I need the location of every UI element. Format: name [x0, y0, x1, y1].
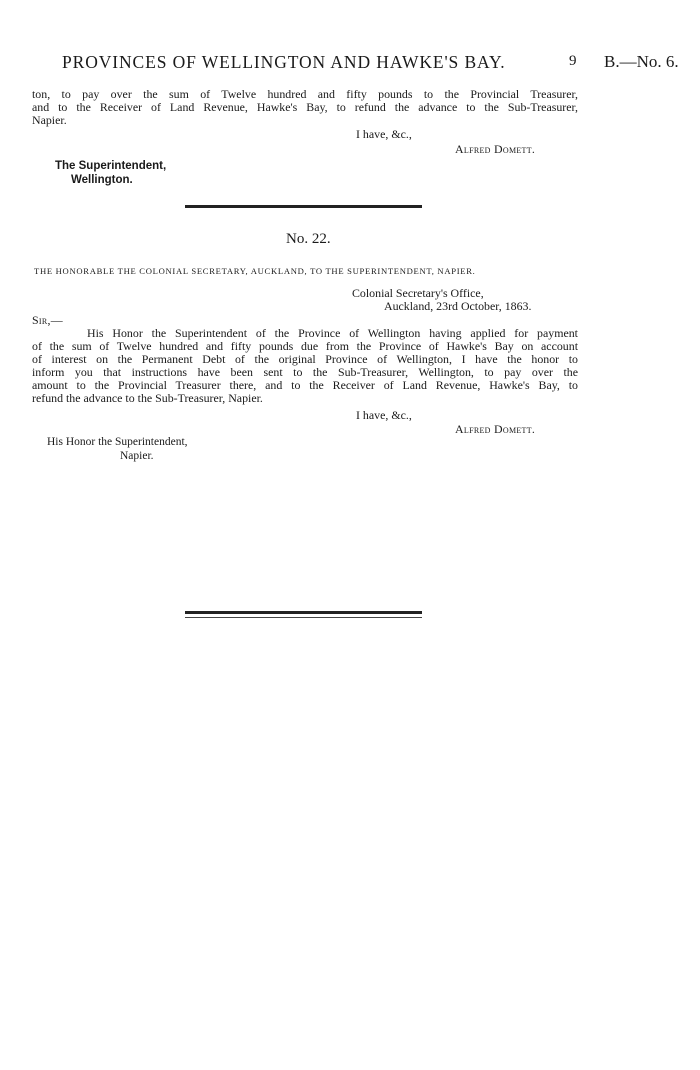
previous-letter-closing: I have, &c.,: [356, 127, 412, 141]
body-line: Napier.: [32, 113, 67, 127]
letter-number: No. 22.: [286, 231, 331, 247]
letter-signature: Alfred Domett.: [455, 422, 536, 436]
body-line: of interest on the Permanent Debt of the original Province of Wellington, I have the honor to: [32, 352, 578, 366]
end-divider: [185, 611, 422, 614]
section-divider: [185, 205, 422, 208]
previous-letter-addressee: The Superintendent,: [55, 160, 167, 172]
letter-heading: THE HONORABLE THE COLONIAL SECRETARY, AUCKLAND, TO THE SUPERINTENDENT, NAPIER.: [34, 266, 476, 276]
page-number: 9: [569, 53, 577, 69]
end-divider-thin: [185, 617, 422, 618]
letter-addressee-place: Napier.: [120, 450, 154, 462]
previous-letter-body: [32, 88, 578, 127]
body-line: and to the Receiver of Land Revenue, Hawke's Bay, to refund the advance to the Sub-Treasurer,: [32, 100, 578, 114]
body-line: of the sum of Twelve hundred and fifty pounds due from the Province of Hawke's Bay on account: [32, 339, 578, 353]
document-reference: B.—No. 6.: [604, 52, 679, 71]
salutation: Sir,—: [32, 313, 63, 327]
letter-body: [32, 327, 578, 405]
page-header-title: PROVINCES OF WELLINGTON AND HAWKE'S BAY.: [62, 52, 506, 72]
body-line: refund the advance to the Sub-Treasurer, Napier.: [32, 391, 263, 405]
body-line: ton, to pay over the sum of Twelve hundred and fifty pounds to the Provincial Treasurer,: [32, 87, 578, 101]
body-line: amount to the Provincial Treasurer there, and to the Receiver of Land Revenue, Hawke's Bay, to: [32, 378, 578, 392]
previous-letter-addressee-place: Wellington.: [71, 174, 133, 186]
body-line: inform you that instructions have been sent to the Sub-Treasurer, Wellington, to pay over the: [32, 365, 578, 379]
body-line: His Honor the Superintendent of the Province of Wellington having applied for payment: [87, 326, 578, 340]
letter-addressee: His Honor the Superintendent,: [47, 436, 188, 448]
previous-letter-signature: Alfred Domett.: [455, 142, 536, 156]
letter-date: Auckland, 23rd October, 1863.: [384, 299, 532, 313]
sender-office: Colonial Secretary's Office,: [352, 286, 484, 300]
letter-closing: I have, &c.,: [356, 408, 412, 422]
